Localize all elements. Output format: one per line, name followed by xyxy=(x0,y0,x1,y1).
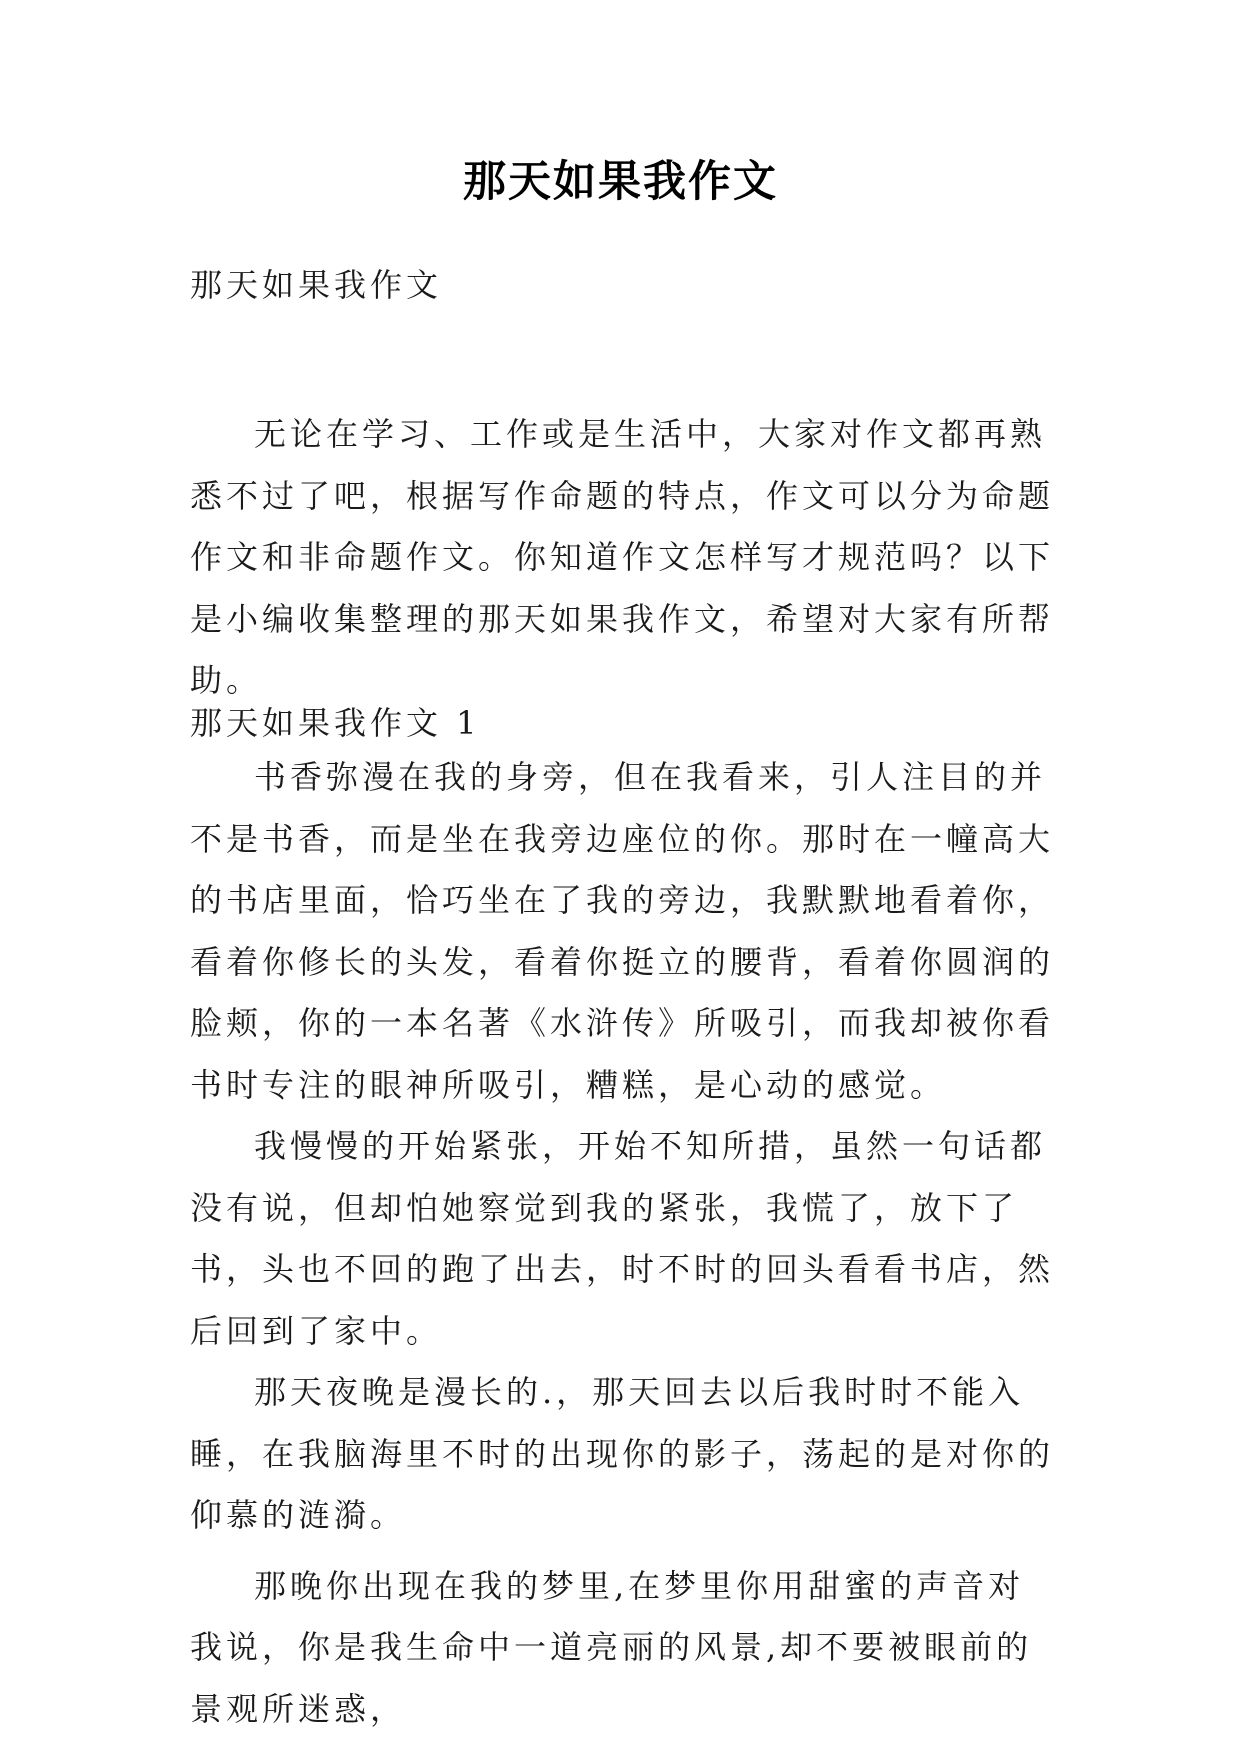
essay-paragraph: 那天夜晚是漫长的.，那天回去以后我时时不能入睡，在我脑海里不时的出现你的影子，荡起的是对你的仰慕的涟漪。 xyxy=(190,1373,1055,1534)
section-heading: 那天如果我作文 1 xyxy=(190,704,481,742)
essay-paragraph: 我慢慢的开始紧张，开始不知所措，虽然一句话都没有说，但却怕她察觉到我的紧张，我慌了，放下了书，头也不回的跑了出去，时不时的回头看看书店，然后回到了家中。 xyxy=(190,1127,1055,1350)
essay-paragraph: 那晚你出现在我的梦里,在梦里你用甜蜜的声音对我说，你是我生命中一道亮丽的风景,却不要被眼前的景观所迷惑， xyxy=(190,1566,1033,1728)
essay-body xyxy=(190,747,1060,1740)
document-title: 那天如果我作文 xyxy=(463,157,778,207)
essay-paragraph: 书香弥漫在我的身旁，但在我看来，引人注目的并不是书香，而是坐在我旁边座位的你。那时在一幢高大的书店里面，恰巧坐在了我的旁边，我默默地看着你，看着你修长的头发，看着你挺立的腰背，看着你圆润的脸颊，你的一本名著《水浒传》所吸引，而我却被你看书时专注的眼神所吸引，糟糕，是心动的感觉。 xyxy=(190,758,1055,1104)
intro-paragraph: 无论在学习、工作或是生活中，大家对作文都再熟悉不过了吧，根据写作命题的特点，作文可以分为命题作文和非命题作文。你知道作文怎样写才规范吗？以下是小编收集整理的那天如果我作文，希望对大家有所帮助。 xyxy=(190,415,1055,699)
document-subtitle: 那天如果我作文 xyxy=(190,266,443,304)
